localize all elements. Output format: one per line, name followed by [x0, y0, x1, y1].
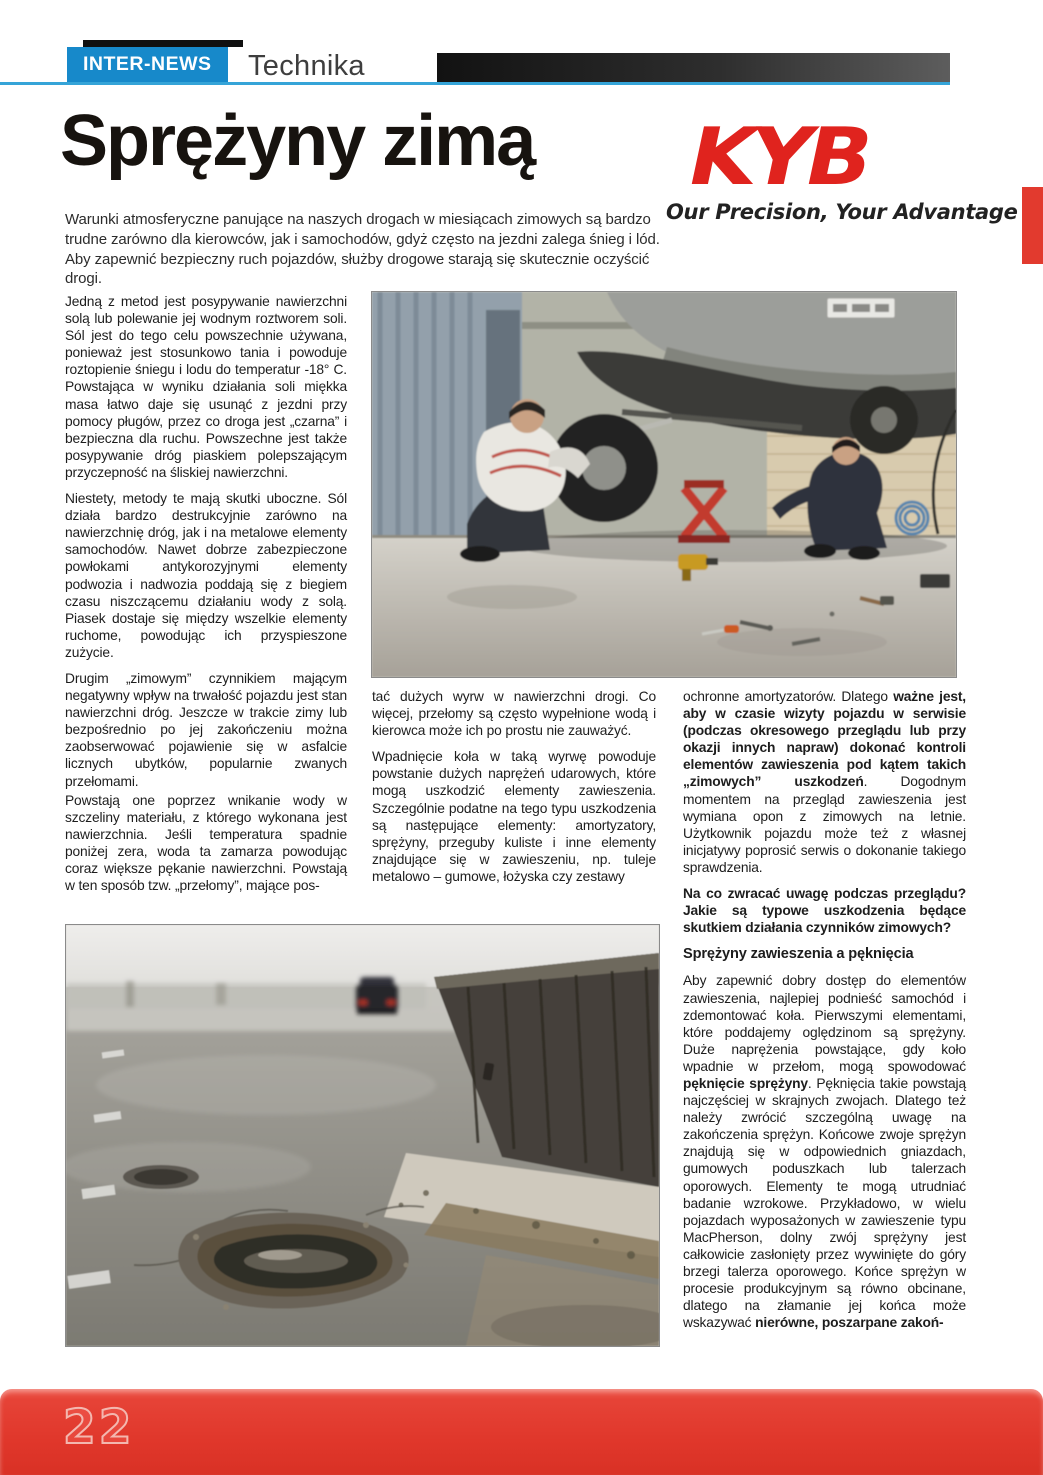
workshop-photo-illustration	[372, 292, 956, 677]
spring-subheading: Sprężyny zawieszenia a pęknięcia	[683, 946, 914, 963]
page-number: 22	[63, 1400, 135, 1455]
inter-news-badge: INTER-NEWS	[67, 47, 228, 82]
header-rule	[0, 82, 950, 85]
footer-bar	[0, 1389, 1043, 1475]
article-title: Sprężyny zimą	[60, 101, 535, 181]
distant-car	[356, 977, 398, 1014]
body-paragraph	[683, 972, 966, 1331]
section-question: Na co zwracać uwagę podczas przeglądu? Jakie są typowe uszkodzenia będące skutkiem działania czynników zimowych?	[683, 886, 966, 936]
body-paragraph: Wpadnięcie koła w taką wyrwę powoduje powstanie dużych naprężeń udarowych, które mogą uszkodzić elementy zawieszenia. Szczególnie podatne na tego typu uszkodzenia są następujące elementy: amortyzatory, sprężyny, przeguby kuliste i inne elementy znajdujące się w zawieszeniu, np. tuleje metalowo – gumowe, łożyska czy zestawy	[372, 749, 656, 884]
column-1	[65, 293, 347, 903]
bold-emphasis: nierówne, poszarpane zakoń-	[755, 1315, 944, 1331]
column-3	[683, 688, 966, 1340]
body-paragraph	[683, 688, 966, 876]
column-2	[372, 688, 656, 894]
intro-paragraph: Warunki atmosferyczne panujące na naszych drogach w miesiącach zimowych są bardzo trudne zarówno dla kierowców, jak i samochodów, gdyż często na jezdni zalega śnieg i lód. Aby zapewnić bezpieczny ruch pojazdów, służby drogowe starają się skutecznie oczyścić drogi.	[65, 211, 660, 288]
bold-emphasis: pęknięcie sprężyny	[683, 1075, 808, 1091]
pothole-photo-illustration	[66, 925, 659, 1346]
body-paragraph: tać dużych wyrw w nawierzchni drogi. Co więcej, przełomy są często wypełnione wodą i kierowca może ich po prostu nie zauważyć.	[372, 689, 656, 739]
header-dark-bar	[437, 53, 950, 82]
header-black-stripe	[83, 40, 243, 47]
pothole-photo	[65, 924, 660, 1347]
kyb-tagline: Our Precision, Your Advantage	[666, 200, 1018, 224]
bold-emphasis: ważne jest, aby w czasie wizyty pojazdu w serwisie (podczas okresowego przeglądu lub przy okazji innych napraw) dokonać kontroli elementów zawieszenia pod kątem takich „zimowych” uszkodzeń	[683, 689, 966, 790]
text-run: Aby zapewnić dobry dostęp do elementów zawieszenia, najlepiej podnieść samochód i zdemontować koła. Pierwszymi elementami, które poddajemy oględzinom są sprężyny. Duże naprężenia powstające, gdy koło wpadnie w przełom, mogą spowodować	[683, 973, 966, 1074]
section-title: Technika	[248, 50, 365, 82]
body-paragraph: Powstają one poprzez wnikanie wody w szczeliny materiału, z którego wykonana jest nawierzchnia. Jeśli temperatura spadnie poniżej zera, woda ta zamarza powodując coraz większe pękanie nawierzchni. Powstają w ten sposób tzw. „przełomy”, mające pos-	[65, 792, 347, 894]
kyb-logo: KYB	[679, 111, 876, 204]
text-run: ochronne amortyzatorów. Dlatego	[683, 689, 894, 704]
body-paragraph: Jedną z metod jest posypywanie nawierzchni solą lub polewanie jej wodnym roztworem soli. Sól jest do tego celu powszechnie używana, ponieważ jest stosunkowo tania i powoduje roztopienie śniegu i lodu do temperatur -18° C. Powstająca w wyniku działania soli miękka masa łatwo daje się usunąć z jezdni przy pomocy pługów, przez co droga jest „czarna” i bezpieczna dla ruchu. Powszechne jest także posypywanie dróg piaskiem polepszającym przyczepność na śliskiej nawierzchni.	[65, 294, 347, 480]
corner-red-tab	[1022, 187, 1043, 264]
body-paragraph: Niestety, metody te mają skutki uboczne. Sól działa bardzo destrukcyjnie zarówno na nawierzchnię dróg, jak i na metalowe elementy samochodów. Nawet dobrze zabezpieczone powłokami antykorozyjnymi elementy podwozia i nadwozia poddają się z biegiem czasu niszczącemu działaniu wody z solą. Piasek dostaje się między wszelkie elementy ruchome, powodując ich przyspieszone zużycie.	[65, 491, 347, 660]
body-paragraph: Drugim „zimowym” czynnikiem mającym negatywny wpływ na trwałość pojazdu jest stan nawierzchni dróg. Jeszcze w trakcie zimy lub bezpośrednio po jej zakończeniu można zaobserwować pojawienie się w asfalcie licznych ubytków, popularnie zwanych przełomami.	[65, 670, 347, 789]
text-run: . Dogodnym momentem na przegląd zawieszenia jest wymiana opon z zimowych na letnie. Użytkownik pojazdu może też z własnej inicjatywy poprosić serwis o dokonanie takiego sprawdzenia.	[683, 774, 967, 875]
workshop-photo	[371, 291, 957, 678]
text-run: . Pęknięcia takie powstają najczęściej w skrajnych zwojach. Dlatego też należy zwrócić szczególną uwagę na zakończenia sprężyn. Końcowe zwoje sprężyn znajdują się w odpowiednich gniazdach, gumowych poduszkach lub talerzach oporowych. Elementy te mogą utrudniać badanie wzrokowe. Przykładowo, w wielu pojazdach wyposażonych w zawieszenie typu MacPherson, dolny zwój sprężyny jest całkowicie zasłonięty przez wywinięte do góry brzegi talerza oporowego. Końce sprężyn w procesie produkcyjnym są równo obcinane, dlatego na złamanie jej końca może wskazywać	[683, 1075, 966, 1331]
